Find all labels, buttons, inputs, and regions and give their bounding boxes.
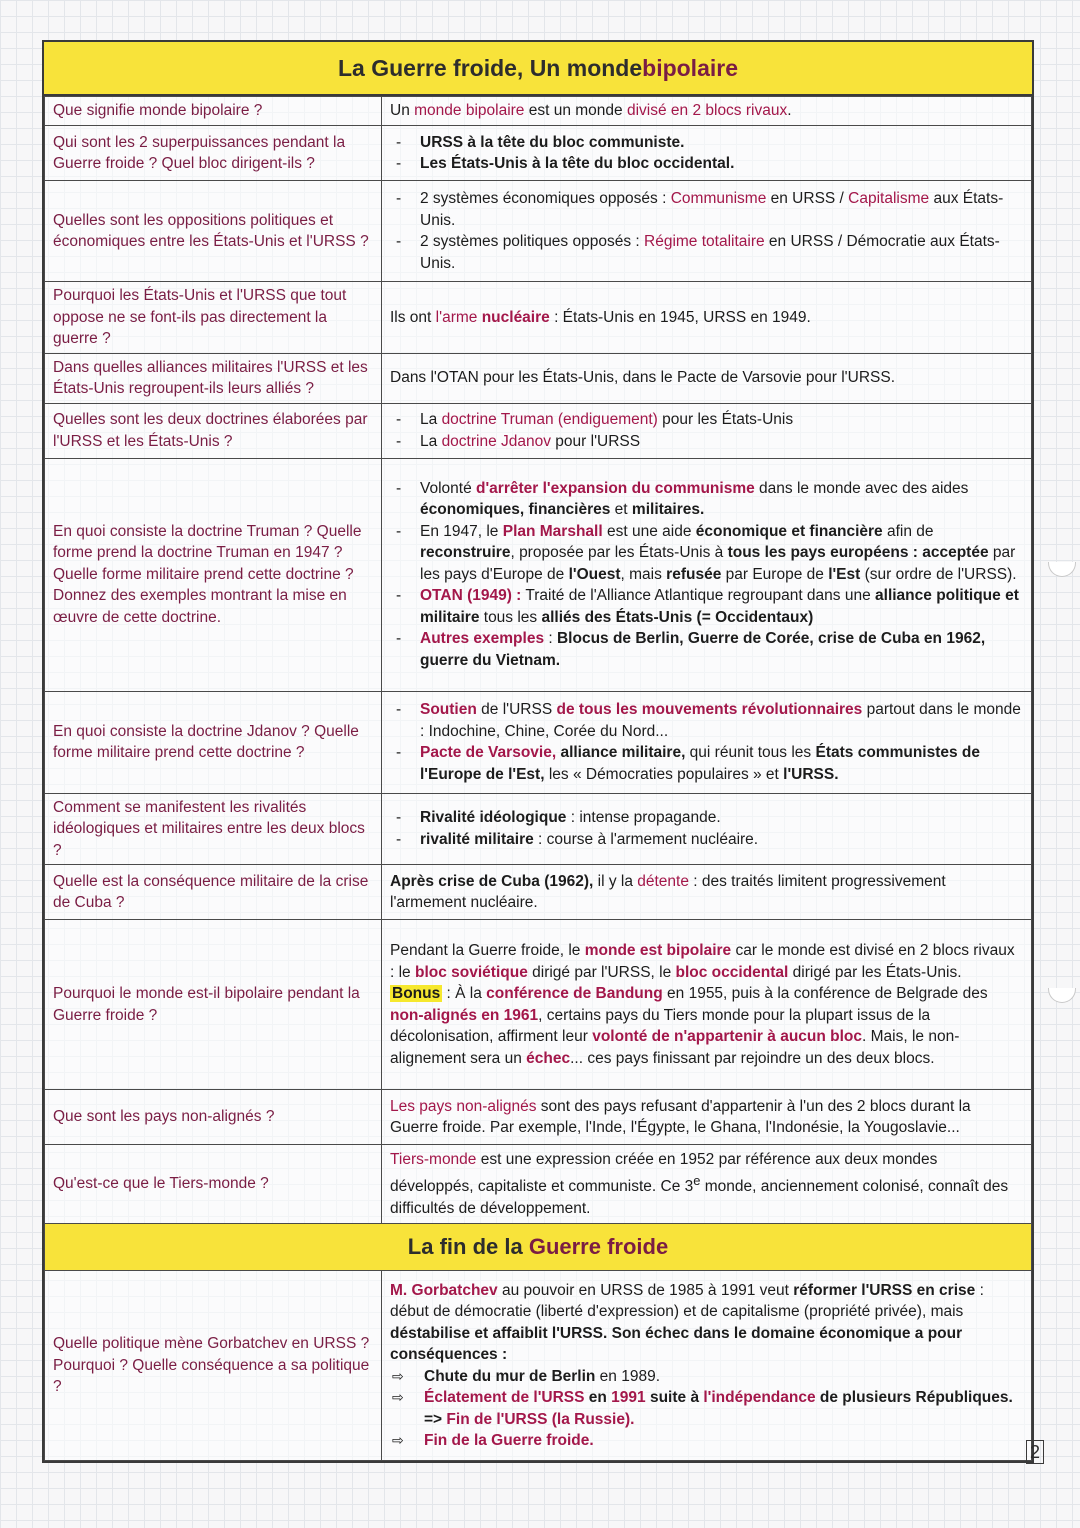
answer-cell [382, 691, 1032, 793]
list-item: - 2 systèmes économiques opposés : Communisme en URSS / Capitalisme aux États-Unis. [420, 188, 1023, 231]
list-item: - La doctrine Jdanov pour l'URSS [420, 431, 1023, 453]
answer-cell [382, 458, 1032, 691]
table-row [45, 126, 1032, 181]
binder-tab-top [1048, 562, 1076, 577]
list-item: - En 1947, le Plan Marshall est une aide économique et financière afin de reconstruire, proposée par les États-Unis à tous les pays européens : acceptée par les pays d'Europe de l'Ouest, mais refusée par Europe de l'Est (sur ordre de l'URSS). [420, 521, 1023, 586]
section-title: La fin de la Guerre froide [45, 1224, 1032, 1271]
list-item: - URSS à la tête du bloc communiste. [420, 132, 1023, 154]
list-item: - Les États-Unis à la tête du bloc occidental. [420, 153, 1023, 175]
page-number: 2 [1026, 1440, 1044, 1464]
question-cell: Quelles sont les oppositions politiques et économiques entre les États-Unis et l'URSS ? [45, 181, 382, 282]
question-cell: Pourquoi les États-Unis et l'URSS que tout oppose ne se font-ils pas directement la guerre ? [45, 282, 382, 354]
table-row [45, 97, 1032, 126]
list-item: ⇨ Éclatement de l'URSS en 1991 suite à l'indépendance de plusieurs Républiques. => Fin de l'URSS (la Russie). [424, 1387, 1023, 1430]
answer-cell: Les pays non-alignés sont des pays refusant d'appartenir à l'un des 2 blocs durant la Guerre froide. Par exemple, l'Inde, l'Égypte, le Ghana, l'Indonésie, la Yougoslavie... [382, 1090, 1032, 1145]
question-cell: Qu'est-ce que le Tiers-monde ? [45, 1145, 382, 1224]
title-part2: bipolaire [642, 54, 738, 81]
answer-cell [382, 181, 1032, 282]
answer-cell: Dans l'OTAN pour les États-Unis, dans le Pacte de Varsovie pour l'URSS. [382, 353, 1032, 403]
table-row [45, 1271, 1032, 1461]
answer-paragraph: M. Gorbatchev au pouvoir en URSS de 1985 à 1991 veut réformer l'URSS en crise : début de démocratie (liberté d'expression) et de capitalisme (propriété privée), mais déstabilise et affaiblit l'URSS. Son échec dans le domaine économique a pour conséquences : [390, 1281, 984, 1363]
table-row [45, 1145, 1032, 1224]
answer-cell: Tiers-monde est une expression créée en 1952 par référence aux deux mondes développés, capitaliste et communiste. Ce 3e monde, anciennement colonisé, connaît des difficultés de développement. [382, 1145, 1032, 1224]
list-item: - Autres exemples : Blocus de Berlin, Guerre de Corée, crise de Cuba en 1962, guerre du Vietnam. [420, 628, 1023, 671]
answer-cell: Ils ont l'arme nucléaire : États-Unis en 1945, URSS en 1949. [382, 282, 1032, 354]
answer-cell [382, 793, 1032, 865]
section-header [45, 1224, 1032, 1271]
answer-paragraph: Pendant la Guerre froide, le monde est bipolaire car le monde est divisé en 2 blocs rivaux : le bloc soviétique dirigé par l'URSS, le bloc occidental dirigé par les États-Unis. [390, 942, 1015, 981]
question-cell: Que sont les pays non-alignés ? [45, 1090, 382, 1145]
list-item: ⇨ Chute du mur de Berlin en 1989. [424, 1366, 1023, 1388]
list-item: - OTAN (1949) : Traité de l'Alliance Atlantique regroupant dans une alliance politique et militaire tous les alliés des États-Unis (= Occidentaux) [420, 585, 1023, 628]
question-cell: Quelle politique mène Gorbatchev en URSS ? Pourquoi ? Quelle conséquence a sa politique ? [45, 1271, 382, 1461]
list-item: - Soutien de l'URSS de tous les mouvements révolutionnaires partout dans le monde : Indochine, Chine, Corée du Nord... [420, 699, 1023, 742]
bonus-paragraph: Bonus : À la conférence de Bandung en 1955, puis à la conférence de Belgrade des non-alignés en 1961, certains pays du Tiers monde pour la plupart issus de la décolonisation, affirment leur volonté de n'appartenir à aucun bloc. Mais, le non-alignement sera un échec... ces pays finissant par rejoindre un des deux blocs. [390, 985, 988, 1067]
answer-cell: Après crise de Cuba (1962), il y la détente : des traités limitent progressivement l'armement nucléaire. [382, 865, 1032, 920]
list-item: - Rivalité idéologique : intense propagande. [420, 807, 1023, 829]
list-item: - 2 systèmes politiques opposés : Régime totalitaire en URSS / Démocratie aux États-Unis. [420, 231, 1023, 274]
question-cell: Dans quelles alliances militaires l'URSS et les États-Unis regroupent-ils leurs alliés ? [45, 353, 382, 403]
question-cell: Comment se manifestent les rivalités idéologiques et militaires entre les deux blocs ? [45, 793, 382, 865]
binder-tab-bottom [1048, 988, 1076, 1003]
bonus-highlight: Bonus [392, 985, 441, 1002]
table-row [45, 793, 1032, 865]
list-item: - Pacte de Varsovie, alliance militaire, qui réunit tous les États communistes de l'Europe de l'Est, les « Démocraties populaires » et l'URSS. [420, 742, 1023, 785]
table-row [45, 181, 1032, 282]
question-cell: En quoi consiste la doctrine Truman ? Quelle forme prend la doctrine Truman en 1947 ? Quelle forme militaire prend cette doctrine ? Donnez des exemples montrant la mise en œuvre de cette doctrine. [45, 458, 382, 691]
title-part1: La Guerre froide, Un monde [337, 54, 643, 81]
question-cell: Que signifie monde bipolaire ? [45, 97, 382, 126]
table-row [45, 865, 1032, 920]
question-cell: Qui sont les 2 superpuissances pendant la Guerre froide ? Quel bloc dirigent-ils ? [45, 126, 382, 181]
table-row [45, 458, 1032, 691]
table-row [45, 920, 1032, 1090]
question-cell: Pourquoi le monde est-il bipolaire pendant la Guerre froide ? [45, 920, 382, 1090]
answer-cell [382, 126, 1032, 181]
table-row [45, 691, 1032, 793]
answer-cell [382, 1271, 1032, 1461]
answer-cell [382, 920, 1032, 1090]
table-row [45, 1090, 1032, 1145]
table-row [45, 403, 1032, 458]
list-item: - rivalité militaire : course à l'armement nucléaire. [420, 829, 1023, 851]
answer-cell [382, 403, 1032, 458]
list-item: ⇨ Fin de la Guerre froide. [424, 1430, 1023, 1452]
question-cell: En quoi consiste la doctrine Jdanov ? Quelle forme militaire prend cette doctrine ? [45, 691, 382, 793]
page-title [44, 42, 1032, 96]
list-item: - Volonté d'arrêter l'expansion du communisme dans le monde avec des aides économiques, financières et militaires. [420, 478, 1023, 521]
list-item: - La doctrine Truman (endiguement) pour les États-Unis [420, 409, 1023, 431]
table-row [45, 353, 1032, 403]
revision-sheet [42, 40, 1034, 1463]
qa-table [44, 96, 1032, 1461]
table-row [45, 282, 1032, 354]
question-cell: Quelles sont les deux doctrines élaborées par l'URSS et les États-Unis ? [45, 403, 382, 458]
question-cell: Quelle est la conséquence militaire de la crise de Cuba ? [45, 865, 382, 920]
answer-cell: Un monde bipolaire est un monde divisé en 2 blocs rivaux. [382, 97, 1032, 126]
